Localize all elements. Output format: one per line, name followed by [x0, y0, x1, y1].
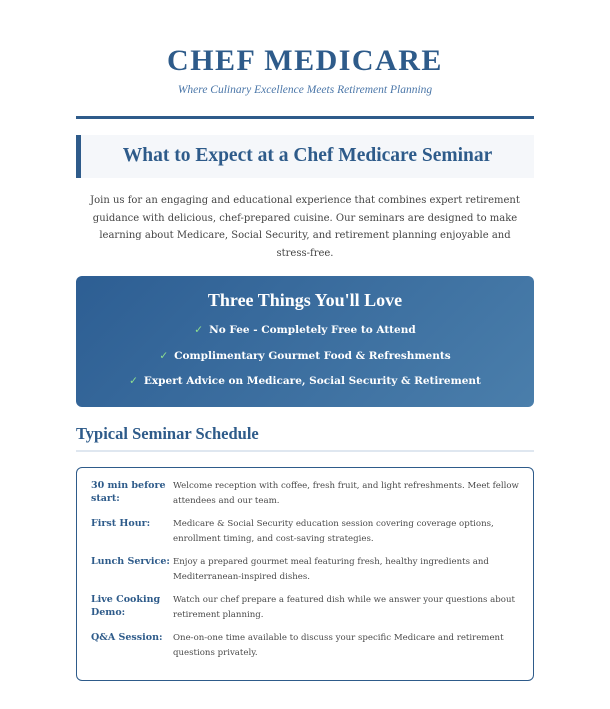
- schedule-time-label: Q&A Session:: [91, 632, 163, 643]
- brand-title: CHEF MEDICARE: [167, 44, 443, 77]
- header-divider: [76, 116, 534, 119]
- intro-paragraph: Join us for an engaging and educational experience that combines expert retirement guidance with delicious, chef-prepared cuisine. Our seminars are designed to make learning about Medicare, Social Security, and retirement planning enjoyable and stress-free.: [90, 195, 520, 259]
- schedule-description: Welcome reception with coffee, fresh fruit, and light refreshments. Meet fellow attendees and our team.: [173, 481, 519, 506]
- schedule-description: One-on-one time available to discuss your specific Medicare and retirement questions privately.: [173, 633, 504, 658]
- highlight-item: [76, 344, 534, 370]
- highlight-item: [76, 318, 534, 344]
- highlights-list: [76, 318, 534, 395]
- brand-tagline: Where Culinary Excellence Meets Retirement Planning: [177, 84, 433, 96]
- highlight-text: Expert Advice on Medicare, Social Security & Retirement: [143, 375, 481, 387]
- brand-header: [76, 0, 534, 119]
- intro-title: What to Expect at a Chef Medicare Seminar: [122, 145, 493, 166]
- highlight-item: [76, 369, 534, 395]
- checkmark-icon: ✓: [194, 324, 204, 336]
- schedule-row: [91, 518, 519, 546]
- highlight-text: Complimentary Gourmet Food & Refreshments: [174, 349, 451, 362]
- schedule-time-label: 30 min before start:: [91, 480, 166, 504]
- schedule-time-label: Lunch Service:: [91, 556, 170, 567]
- highlights-title: Three Things You'll Love: [207, 290, 403, 310]
- checkmark-icon: ✓: [129, 375, 138, 387]
- intro-title-box: [76, 135, 534, 178]
- schedule-time-label: First Hour:: [91, 518, 151, 529]
- schedule-row: [91, 480, 519, 508]
- checkmark-icon: ✓: [159, 349, 169, 362]
- schedule-row: [91, 556, 519, 584]
- schedule-panel: [76, 467, 534, 681]
- schedule-heading: Typical Seminar Schedule: [76, 424, 534, 452]
- highlight-text: No Fee - Completely Free to Attend: [209, 324, 416, 336]
- schedule-time-label: Live Cooking Demo:: [91, 594, 161, 618]
- schedule-row: [91, 632, 519, 660]
- schedule-description: Watch our chef prepare a featured dish while we answer your questions about retirement planning.: [173, 595, 515, 620]
- schedule-row: [91, 594, 519, 622]
- schedule-description: Medicare & Social Security education session covering coverage options, enrollment timing, and cost-saving strategies.: [173, 519, 494, 544]
- schedule-description: Enjoy a prepared gourmet meal featuring fresh, healthy ingredients and Mediterranean-inspired dishes.: [173, 557, 489, 582]
- highlights-panel: [76, 276, 534, 407]
